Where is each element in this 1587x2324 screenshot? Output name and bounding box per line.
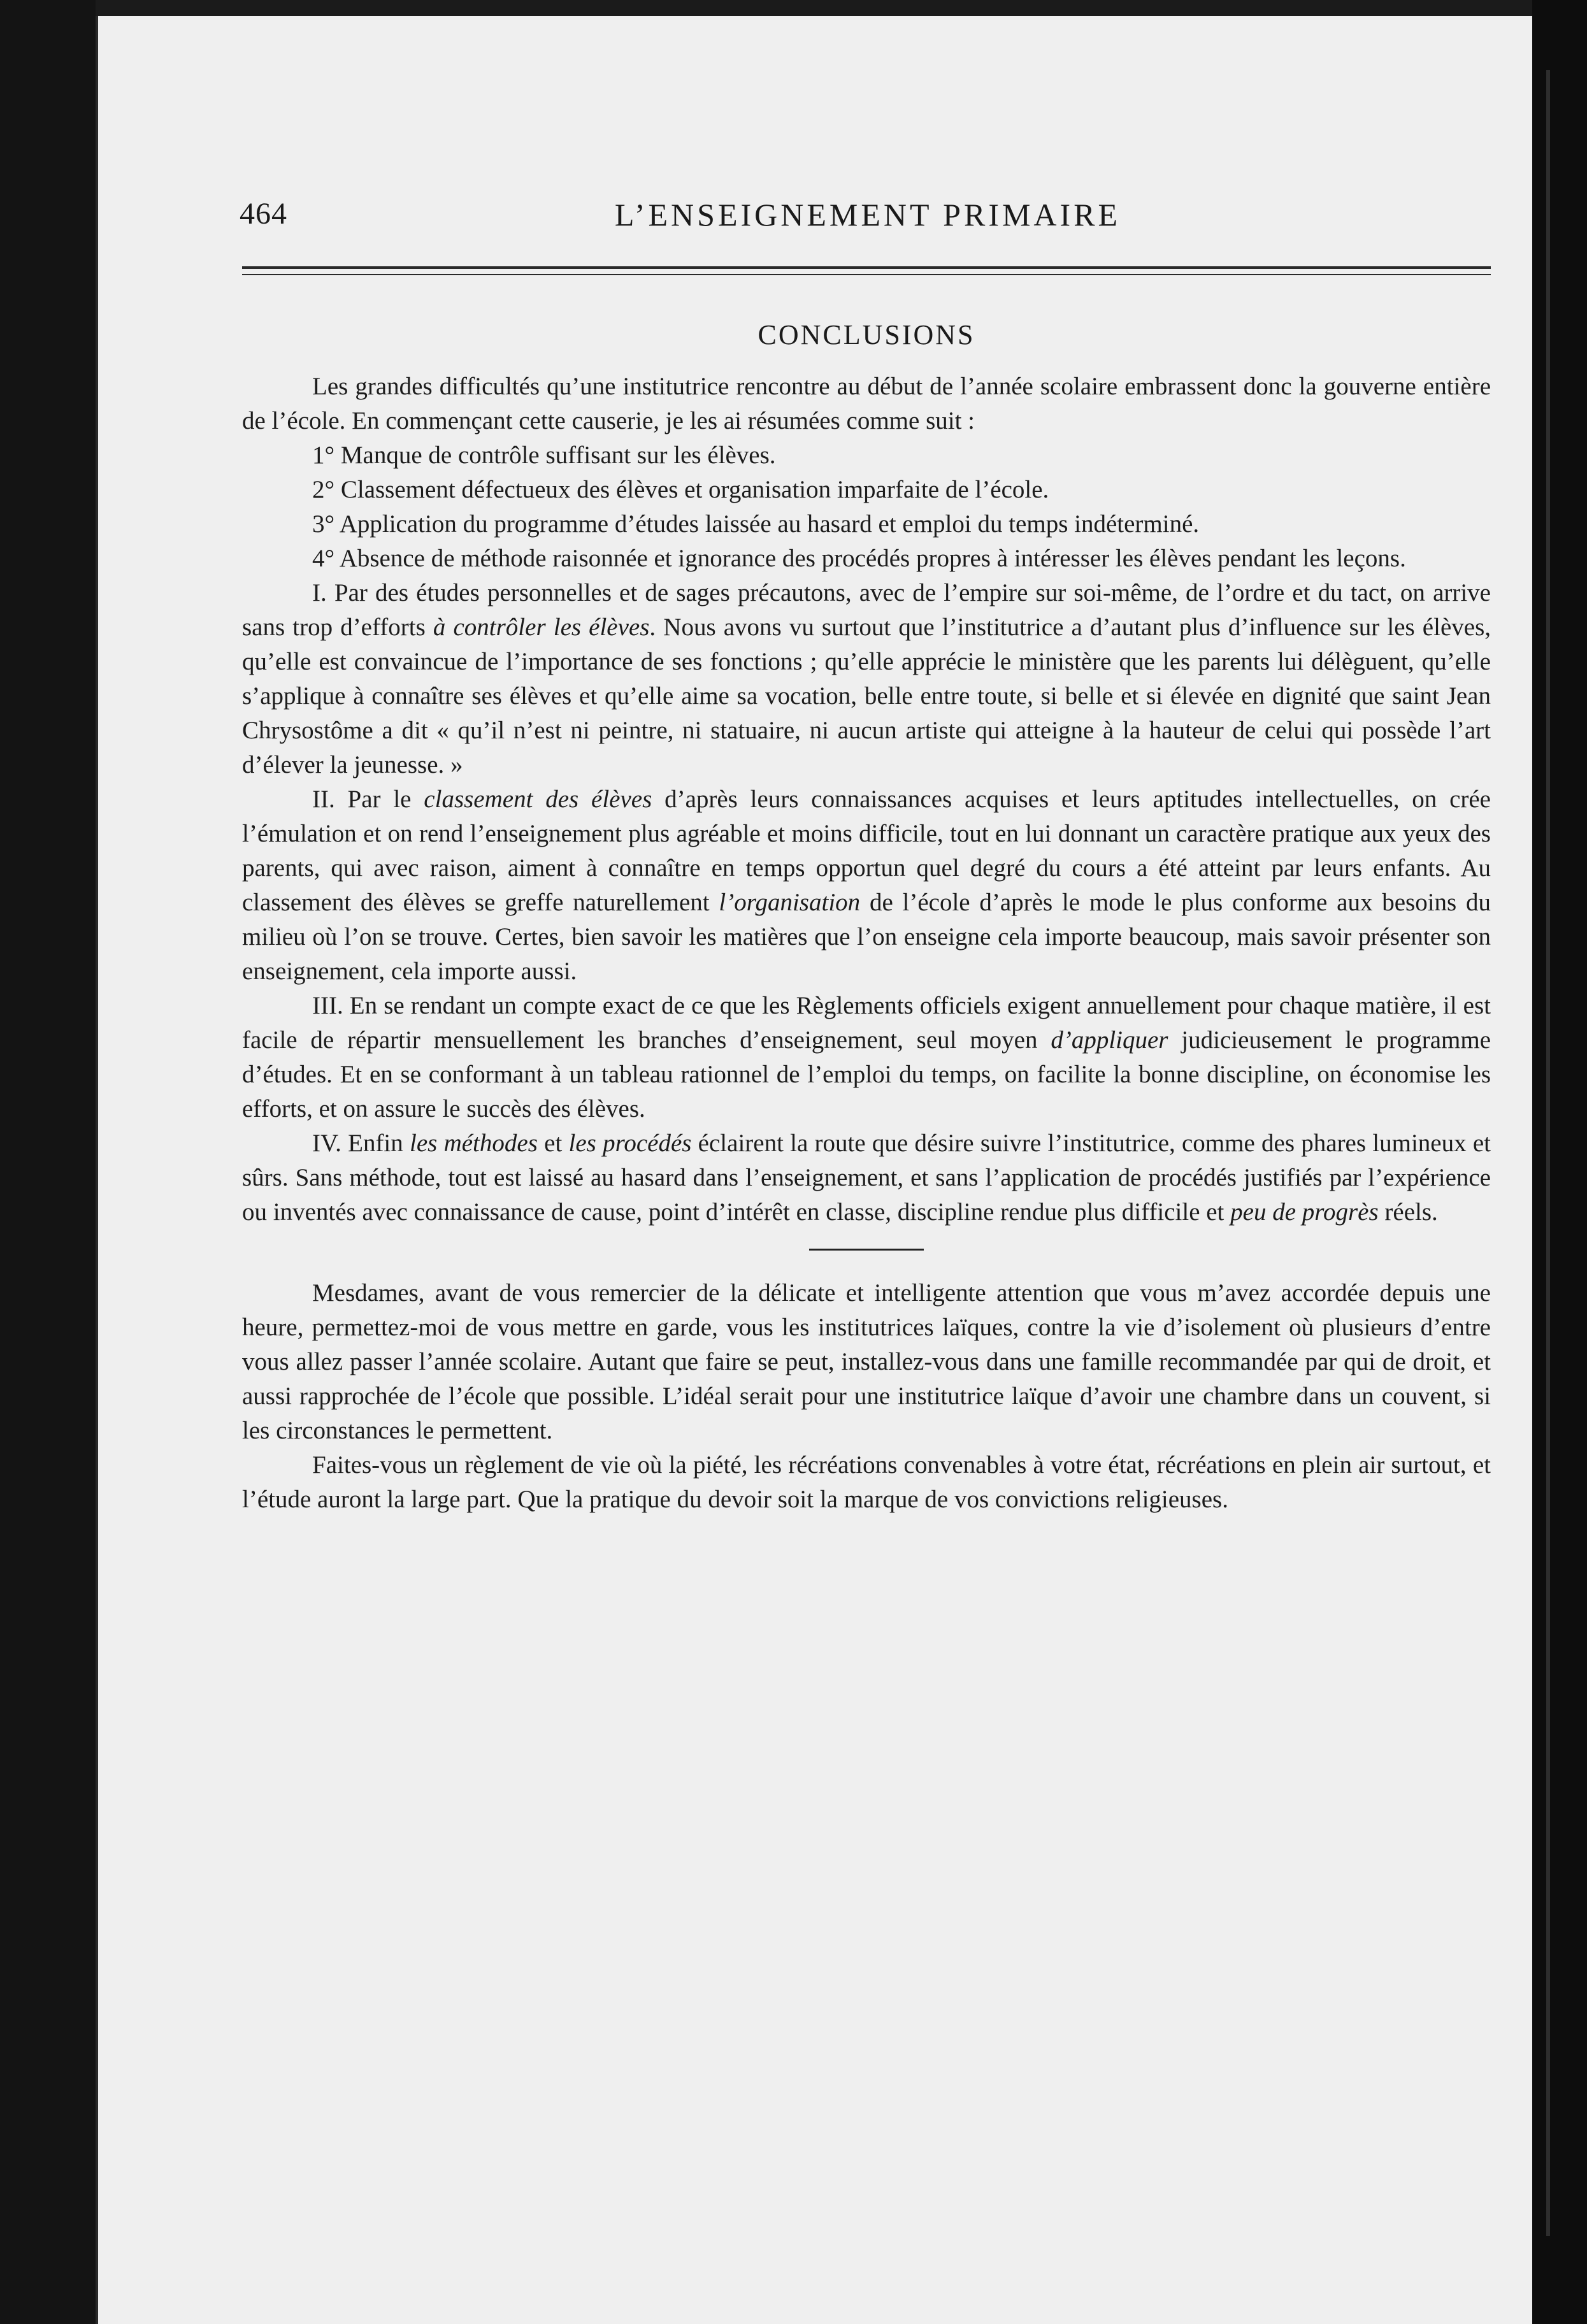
summary-item-4: 4° Absence de méthode raisonnée et ignorance des procédés propres à intéresser les élèves pendant les leçons. (312, 545, 1406, 572)
header-rule-thick (242, 266, 1491, 269)
point-2-emphasis-2: l’organisation (719, 889, 861, 916)
closing-paragraph-1: Mesdames, avant de vous remercier de la délicate et intelligente attention que vous m’avez accordée depuis une heure, permettez-moi de vous mettre en garde, vous les institutrices laïques, contre la vie d’isolement où plusieurs d’entre vous allez passer l’année scolaire. Autant que faire se peut, installez-vous dans une famille recommandée par qui de droit, et aussi rapprochée de l’école que possible. L’idéal serait pour une institutrice laïque d’avoir une chambre dans un couvent, si les circonstances le permettent. (242, 1279, 1491, 1444)
page-number: 464 (240, 197, 287, 231)
conclusion-point-4 (242, 1126, 1491, 1230)
section-title: CONCLUSIONS (758, 319, 975, 350)
summary-item-1: 1° Manque de contrôle suffisant sur les élèves. (312, 441, 776, 469)
point-1-text-b: . Nous avons vu surtout que l’institutrice a d’autant plus d’influence sur les élèves, qu’elle est convaincue de l’importance de ses fonctions ; qu’elle apprécie le ministère que les parents lui délèguent, qu’elle s’applique à connaître ses élèves et qu’elle aime sa vocation, belle entre toute, si belle et si élevée en dignité que saint Jean Chrysostôme a dit « qu’il n’est ni peintre, ni statuaire, ni aucun artiste qui atteigne à la hauteur de celui qui possède l’art d’élever la jeunesse. » (242, 613, 1491, 778)
closing-paragraph-2: Faites-vous un règlement de vie où la piété, les récréations convenables à votre état, récréations en plein air surtout, et l’étude auront la large part. Que la pratique du devoir soit la marque de vos convictions religieuses. (242, 1451, 1491, 1513)
point-4-text-d: réels. (1378, 1198, 1438, 1226)
binding-shadow (1546, 70, 1550, 2236)
point-4-text-c: éclairent la route que désire suivre l’institutrice, comme des phares lumineux et sûrs. Sans méthode, tout est laissé au hasard dans l’enseignement, et sans l’application de procédés justifiés par l’expérience ou inventés avec connaissance de cause, point d’intérêt en classe, discipline rendue plus difficile et (242, 1130, 1491, 1226)
conclusion-point-3 (242, 989, 1491, 1126)
scan-right-edge (1532, 0, 1587, 2324)
body-text (242, 369, 1491, 1517)
point-2-emphasis-1: classement des élèves (424, 785, 652, 813)
conclusion-point-1 (242, 576, 1491, 782)
point-1-emphasis: à contrôler les élèves (433, 613, 650, 641)
point-4-text-a: IV. Enfin (312, 1130, 410, 1157)
summary-item-3: 3° Application du programme d’études laissée au hasard et emploi du temps indéterminé. (312, 510, 1200, 538)
running-title: L’ENSEIGNEMENT PRIMAIRE (614, 197, 1121, 233)
point-4-emphasis-2: les procédés (568, 1130, 692, 1157)
point-4-text-b: et (537, 1130, 569, 1157)
section-separator (809, 1249, 924, 1251)
point-3-text-b: judicieusement le programme d’études. Et en se conformant à un tableau rationnel de l’emploi du temps, on facilite la bonne discipline, on économise les efforts, et on assure le succès des élèves. (242, 1026, 1491, 1123)
intro-paragraph: Les grandes difficultés qu’une institutrice rencontre au début de l’année scolaire embrassent donc la gouverne entière de l’école. En commençant cette causerie, je les ai résumées comme suit : (242, 373, 1491, 434)
conclusion-point-2 (242, 782, 1491, 989)
point-2-text-b: d’après leurs connaissances acquises et leurs aptitudes intellectuelles, on crée l’émulation et on rend l’enseignement plus agréable et moins difficile, tout en lui donnant un caractère pratique aux yeux des parents, qui avec raison, aiment à connaître en temps opportun quel degré du cours a été atteint par leurs enfants. Au classement des élèves se greffe naturellement (242, 785, 1491, 916)
scan-left-margin (0, 0, 96, 2324)
point-2-text-a: II. Par le (312, 785, 424, 813)
page-header (240, 196, 1496, 241)
point-4-emphasis-3: peu de progrès (1230, 1198, 1379, 1226)
point-2-text-c: de l’école d’après le mode le plus conforme aux besoins du milieu où l’on se trouve. Certes, bien savoir les matières que l’on enseigne cela importe beaucoup, mais savoir présenter son enseignement, cela importe aussi. (242, 889, 1491, 985)
header-rule-thin (242, 274, 1491, 275)
point-3-emphasis: d’appliquer (1051, 1026, 1168, 1054)
point-4-emphasis-1: les méthodes (410, 1130, 538, 1157)
point-1-text-a: I. Par des études personnelles et de sages précautons, avec de l’empire sur soi-même, de l’ordre et du tact, on arrive sans trop d’efforts (242, 579, 1491, 641)
point-3-text-a: III. En se rendant un compte exact de ce que les Règlements officiels exigent annuellement pour chaque matière, il est facile de répartir mensuellement les branches d’enseignement, seul moyen (242, 992, 1491, 1054)
summary-item-2: 2° Classement défectueux des élèves et organisation imparfaite de l’école. (312, 476, 1049, 503)
